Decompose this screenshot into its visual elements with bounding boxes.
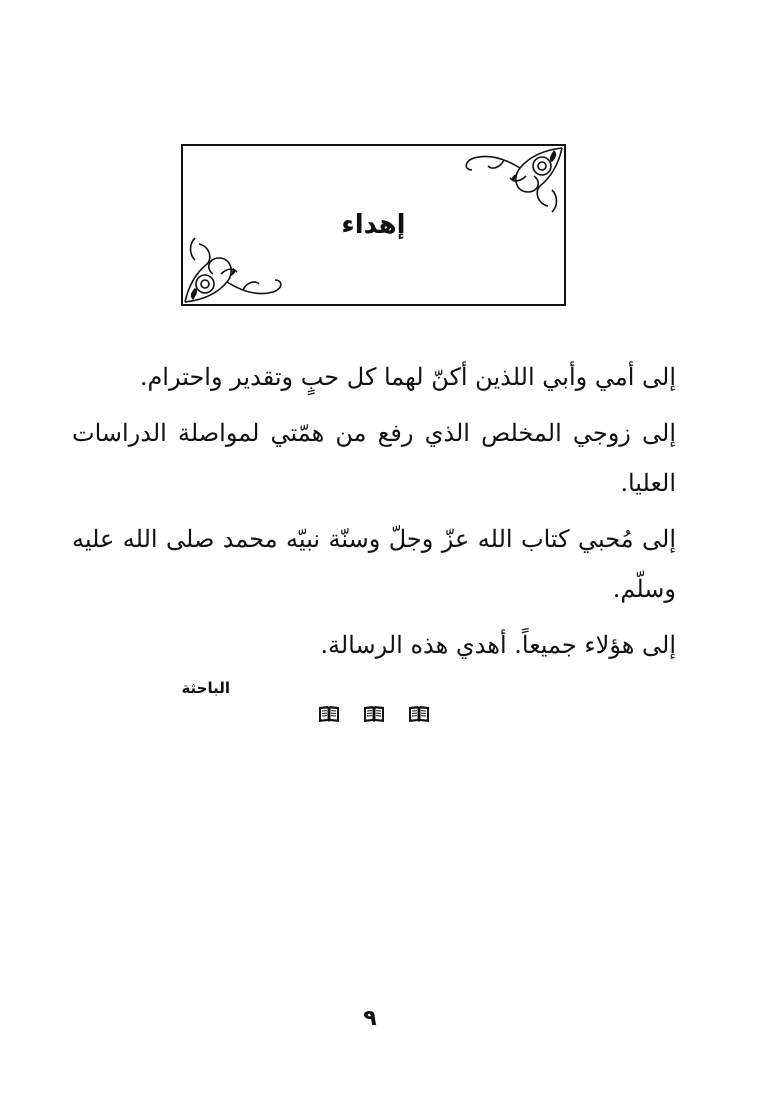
page-title: إهداء: [341, 210, 406, 240]
dedication-paragraph: إلى مُحبي كتاب الله عزّ وجلّ وسنّة نبيّه محمد صلى الله عليه وسلّم.: [72, 525, 676, 603]
page-number: ٩: [363, 1006, 377, 1031]
book-icon: [318, 704, 340, 724]
dedication-paragraph: إلى هؤلاء جميعاً. أهدي هذه الرسالة.: [320, 631, 676, 659]
book-ornament-row: [318, 704, 430, 728]
dedication-text: [72, 352, 676, 676]
dedication-paragraph: إلى أمي وأبي اللذين أكنّ لهما كل حبٍ وتقدير واحترام.: [139, 363, 676, 391]
dedication-paragraph: إلى زوجي المخلص الذي رفع من همّتي لمواصلة الدراسات العليا.: [72, 419, 676, 497]
author-signature: الباحثة: [181, 679, 230, 697]
floral-corner-ornament: [454, 146, 564, 216]
title-frame: [181, 144, 566, 306]
book-icon: [408, 704, 430, 724]
book-icon: [363, 704, 385, 724]
floral-corner-ornament: [183, 234, 293, 304]
